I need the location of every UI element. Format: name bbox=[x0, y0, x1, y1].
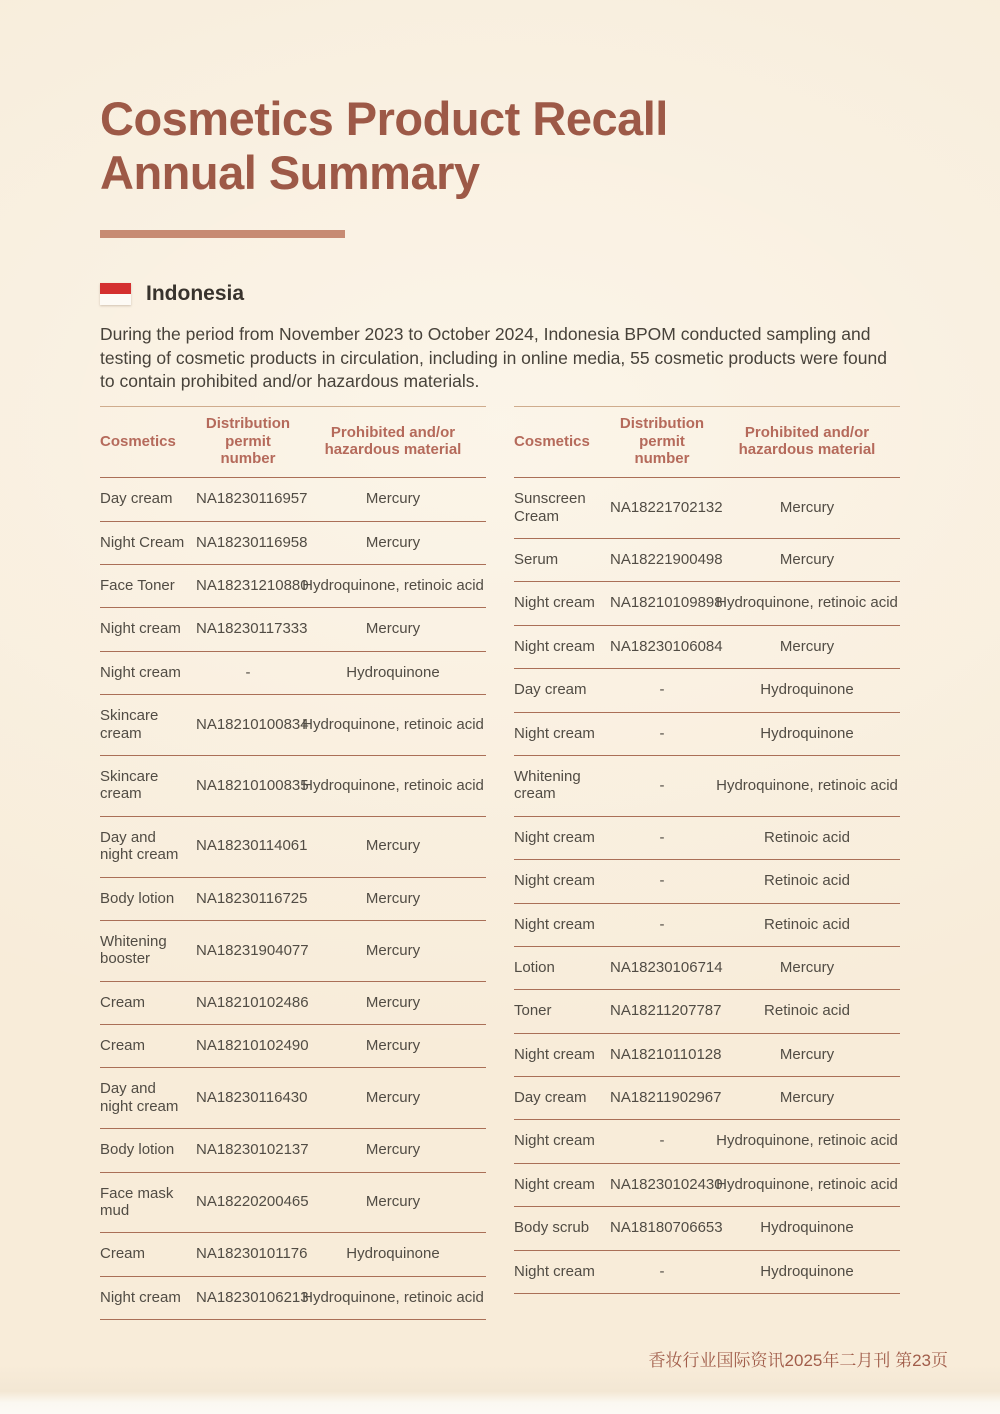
cell-cosmetic: Night cream bbox=[514, 637, 595, 655]
cell-material: Retinoic acid bbox=[764, 872, 850, 890]
table-row bbox=[100, 608, 486, 651]
table-row bbox=[100, 1277, 486, 1320]
cell-material: Retinoic acid bbox=[764, 915, 850, 933]
cell-permit: NA18230102430 bbox=[610, 1175, 723, 1193]
table-row bbox=[514, 860, 900, 903]
cell-cosmetic: Whitening booster bbox=[100, 932, 167, 968]
cell-cosmetic: Body lotion bbox=[100, 1141, 175, 1159]
table-row bbox=[100, 756, 486, 817]
cell-permit: NA18230116430 bbox=[196, 1089, 308, 1107]
cell-material: Hydroquinone bbox=[760, 1219, 854, 1237]
intro-paragraph: During the period from November 2023 to October 2024, Indonesia BPOM conducted sampling and testing of cosmetic products in circulation, including in online media, 55 cosmetic products were found to contain prohibited and/or hazardous materials. bbox=[100, 324, 887, 392]
table-row bbox=[514, 1207, 900, 1250]
cell-permit: - bbox=[245, 663, 251, 681]
cell-cosmetic: Day and night cream bbox=[100, 1080, 179, 1115]
cell-permit: NA18230106084 bbox=[610, 637, 723, 655]
cell-cosmetic: Night cream bbox=[514, 724, 595, 742]
country-name: Indonesia bbox=[146, 282, 245, 306]
table-row bbox=[514, 1120, 900, 1163]
cell-permit: NA18230102137 bbox=[196, 1141, 309, 1159]
cell-cosmetic: Day cream bbox=[514, 681, 587, 699]
cell-material: Mercury bbox=[365, 1037, 421, 1055]
cell-cosmetic: Whitening cream bbox=[514, 767, 581, 803]
cell-cosmetic: Night cream bbox=[514, 1262, 595, 1280]
cell-cosmetic: Serum bbox=[514, 551, 559, 568]
table-row bbox=[514, 539, 900, 582]
cell-material: Mercury bbox=[365, 1141, 421, 1159]
cell-cosmetic: Night cream bbox=[514, 915, 595, 933]
cell-material: Mercury bbox=[779, 498, 835, 516]
indonesia-flag-icon bbox=[100, 283, 131, 305]
table-row bbox=[514, 1164, 900, 1207]
cell-permit: NA18221900498 bbox=[610, 551, 723, 568]
cell-cosmetic: Lotion bbox=[514, 958, 555, 976]
flag-white-band bbox=[100, 294, 131, 305]
cell-cosmetic: Skincare cream bbox=[100, 767, 159, 803]
cell-material: Hydroquinone bbox=[760, 1262, 854, 1280]
cell-material: Mercury bbox=[779, 637, 835, 655]
cell-permit: NA18230116958 bbox=[196, 533, 308, 551]
cell-cosmetic: Day and night cream bbox=[100, 828, 179, 864]
table-row bbox=[514, 1077, 900, 1120]
cell-material: Retinoic acid bbox=[764, 1002, 850, 1020]
cell-permit: - bbox=[659, 681, 665, 699]
cell-permit: NA18210100835 bbox=[196, 776, 309, 794]
cell-material: Mercury bbox=[779, 1045, 835, 1063]
cell-permit: NA18220200465 bbox=[196, 1193, 309, 1211]
cell-cosmetic: Night Cream bbox=[100, 533, 185, 551]
cell-material: Hydroquinone, retinoic acid bbox=[716, 1132, 898, 1150]
page-title bbox=[100, 0, 900, 199]
table-header-row bbox=[514, 407, 900, 478]
cell-material: Hydroquinone bbox=[346, 663, 440, 681]
cell-cosmetic: Cream bbox=[100, 1037, 146, 1055]
cell-permit: - bbox=[659, 724, 665, 742]
title-underline-rule bbox=[100, 230, 345, 238]
page-title-line-1: Cosmetics Product Recall bbox=[100, 92, 668, 145]
cell-material: Mercury bbox=[779, 958, 835, 976]
cell-permit: NA18230106714 bbox=[610, 958, 723, 976]
cell-permit: NA18231904077 bbox=[196, 941, 309, 959]
table-header-row bbox=[100, 407, 486, 478]
cell-material: Hydroquinone, retinoic acid bbox=[716, 1175, 898, 1193]
column-header-permit: Distribution permit number bbox=[205, 415, 291, 467]
cell-permit: NA18180706653 bbox=[610, 1219, 723, 1237]
cell-material: Mercury bbox=[365, 1193, 421, 1211]
cell-permit: NA18211902967 bbox=[610, 1089, 722, 1107]
table-row bbox=[100, 1173, 486, 1234]
cell-material: Hydroquinone, retinoic acid bbox=[302, 1288, 484, 1306]
cell-cosmetic: Face mask mud bbox=[100, 1184, 174, 1220]
page-footer: 香妆行业国际资讯2025年二月刊 第23页 bbox=[648, 1351, 948, 1370]
table-row bbox=[514, 478, 900, 539]
cell-permit: NA18230117333 bbox=[196, 620, 308, 638]
table-row bbox=[514, 817, 900, 860]
cell-material: Hydroquinone bbox=[760, 724, 854, 742]
table-row bbox=[514, 990, 900, 1033]
cell-material: Hydroquinone, retinoic acid bbox=[302, 715, 484, 733]
cell-cosmetic: Cream bbox=[100, 993, 146, 1011]
cell-material: Mercury bbox=[779, 1089, 835, 1107]
country-heading bbox=[100, 282, 900, 306]
cell-material: Hydroquinone bbox=[346, 1245, 440, 1263]
cell-material: Hydroquinone, retinoic acid bbox=[302, 577, 484, 594]
cell-permit: - bbox=[659, 1132, 665, 1150]
table-row bbox=[100, 921, 486, 982]
cell-permit: NA18230116725 bbox=[196, 889, 308, 907]
cell-permit: - bbox=[659, 872, 665, 890]
recall-table-left bbox=[100, 406, 486, 1320]
cell-permit: NA18231210880 bbox=[196, 577, 309, 594]
column-header-permit: Distribution permit number bbox=[619, 415, 705, 467]
column-header-cosmetics: Cosmetics bbox=[514, 432, 590, 450]
cell-cosmetic: Cream bbox=[100, 1245, 146, 1263]
cell-permit: NA18211207787 bbox=[610, 1002, 722, 1020]
cell-cosmetic: Night cream bbox=[514, 1045, 595, 1063]
cell-permit: - bbox=[659, 915, 665, 933]
cell-cosmetic: Night cream bbox=[100, 620, 181, 638]
cell-material: Mercury bbox=[365, 533, 421, 551]
table-row bbox=[514, 582, 900, 625]
table-row bbox=[514, 1251, 900, 1294]
table-row bbox=[514, 1034, 900, 1077]
cell-cosmetic: Night cream bbox=[514, 594, 595, 612]
cell-material: Hydroquinone, retinoic acid bbox=[716, 776, 898, 794]
cell-material: Hydroquinone, retinoic acid bbox=[716, 594, 898, 612]
cell-cosmetic: Night cream bbox=[514, 872, 595, 890]
table-row bbox=[514, 713, 900, 756]
cell-permit: NA18221702132 bbox=[610, 498, 723, 516]
column-header-material: Prohibited and/or hazardous material bbox=[324, 424, 462, 459]
table-row bbox=[100, 1068, 486, 1129]
cell-permit: - bbox=[659, 1262, 665, 1280]
table-row bbox=[100, 817, 486, 878]
cell-cosmetic: Night cream bbox=[514, 1175, 595, 1193]
table-row bbox=[100, 878, 486, 921]
cell-permit: NA18230114061 bbox=[196, 837, 308, 855]
recall-tables bbox=[100, 406, 900, 1320]
table-row bbox=[100, 695, 486, 756]
cell-material: Mercury bbox=[365, 1089, 421, 1107]
cell-cosmetic: Night cream bbox=[100, 1288, 181, 1306]
table-row bbox=[100, 1233, 486, 1276]
page-title-line-2: Annual Summary bbox=[100, 145, 480, 199]
cell-cosmetic: Sunscreen Cream bbox=[514, 490, 586, 525]
cell-cosmetic: Night cream bbox=[100, 663, 181, 681]
cell-permit: NA18210110128 bbox=[610, 1045, 722, 1063]
table-row bbox=[100, 478, 486, 521]
cell-cosmetic: Body lotion bbox=[100, 889, 175, 907]
recall-table-right bbox=[514, 406, 900, 1320]
cell-permit: NA18230106213 bbox=[196, 1288, 309, 1306]
cell-permit: - bbox=[659, 776, 665, 794]
cell-permit: NA18230101176 bbox=[196, 1245, 308, 1263]
column-header-cosmetics: Cosmetics bbox=[100, 432, 176, 450]
cell-cosmetic: Skincare cream bbox=[100, 707, 159, 742]
cell-material: Mercury bbox=[365, 889, 421, 907]
cell-material: Mercury bbox=[365, 620, 421, 638]
cell-material: Hydroquinone, retinoic acid bbox=[302, 776, 484, 794]
cell-permit: - bbox=[659, 828, 665, 846]
cell-permit: NA18210102490 bbox=[196, 1037, 309, 1055]
table-row bbox=[100, 565, 486, 608]
table-row bbox=[514, 904, 900, 947]
table-row bbox=[514, 626, 900, 669]
cell-cosmetic: Day cream bbox=[514, 1089, 587, 1107]
table-row bbox=[100, 522, 486, 565]
cell-cosmetic: Night cream bbox=[514, 828, 595, 846]
cell-permit: NA18210100834 bbox=[196, 715, 309, 733]
cell-material: Mercury bbox=[365, 837, 421, 855]
cell-cosmetic: Toner bbox=[514, 1002, 552, 1020]
table-row bbox=[100, 982, 486, 1025]
cell-permit: NA18210102486 bbox=[196, 993, 309, 1011]
cell-material: Mercury bbox=[365, 993, 421, 1011]
cell-permit: NA18230116957 bbox=[196, 490, 308, 508]
table-row bbox=[100, 1025, 486, 1068]
table-row bbox=[514, 947, 900, 990]
flag-red-band bbox=[100, 283, 131, 294]
cell-permit: NA18210109898 bbox=[610, 594, 723, 612]
cell-cosmetic: Day cream bbox=[100, 490, 173, 508]
cell-material: Retinoic acid bbox=[764, 828, 850, 846]
table-row bbox=[514, 756, 900, 817]
cell-cosmetic: Body scrub bbox=[514, 1219, 590, 1237]
cell-material: Mercury bbox=[365, 490, 421, 508]
cell-cosmetic: Night cream bbox=[514, 1132, 595, 1150]
cell-material: Mercury bbox=[365, 941, 421, 959]
column-header-material: Prohibited and/or hazardous material bbox=[738, 424, 876, 459]
table-row bbox=[100, 1129, 486, 1172]
table-row bbox=[100, 652, 486, 695]
cell-material: Mercury bbox=[779, 551, 835, 568]
cell-cosmetic: Face Toner bbox=[100, 577, 175, 594]
cell-material: Hydroquinone bbox=[760, 681, 854, 699]
table-row bbox=[514, 669, 900, 712]
